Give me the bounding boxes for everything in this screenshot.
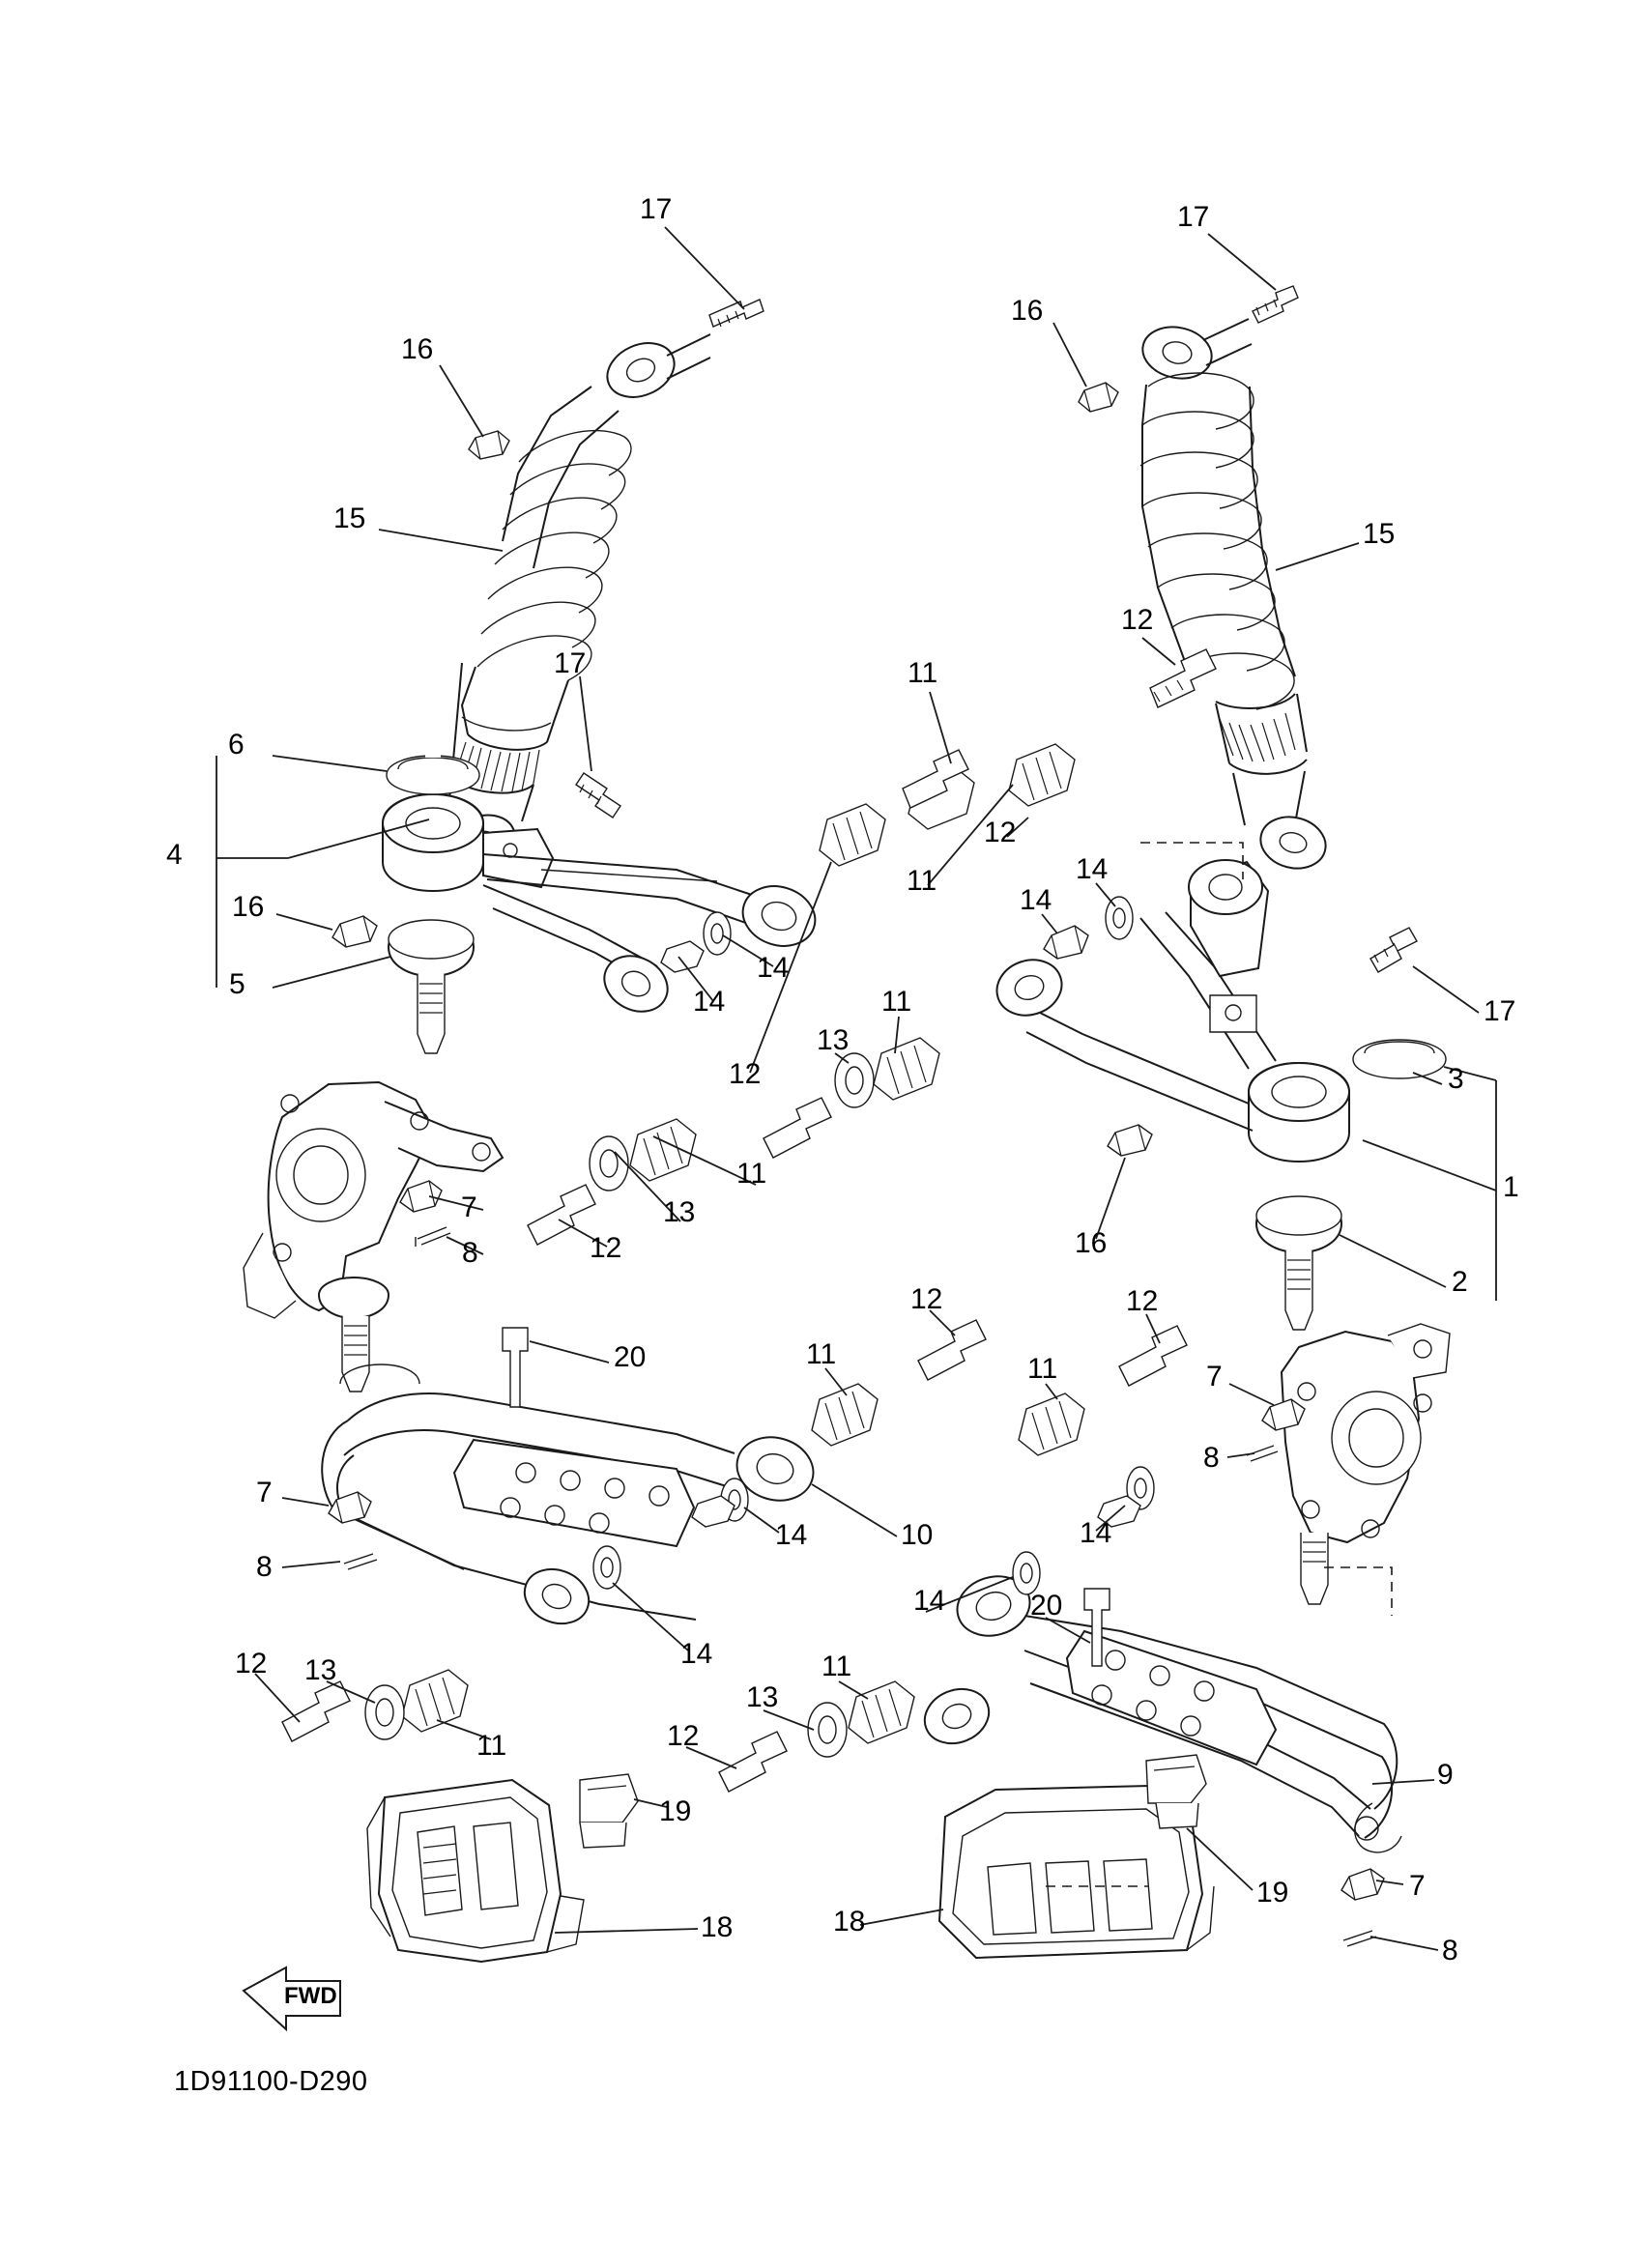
callout-number: 8 (1203, 1442, 1220, 1474)
upper-arm-right (990, 843, 1446, 1330)
callout-number: 12 (235, 1648, 268, 1679)
callout-number: 14 (913, 1585, 946, 1617)
callout-number: 15 (333, 502, 366, 534)
callout-number: 14 (680, 1638, 713, 1670)
callout-number: 8 (256, 1551, 273, 1583)
callout-number: 14 (775, 1519, 808, 1551)
callout-number: 7 (1409, 1870, 1426, 1902)
callout-number: 11 (476, 1730, 507, 1762)
shock-absorber-right (1079, 286, 1331, 875)
callout-number: 13 (304, 1654, 337, 1686)
callout-number: 8 (462, 1237, 478, 1269)
callout-number: 4 (166, 839, 183, 871)
callout-number: 2 (1452, 1266, 1468, 1298)
callout-number: 17 (554, 647, 587, 679)
callout-number: 16 (1011, 295, 1044, 327)
callout-number: 12 (729, 1058, 762, 1090)
callout-number: 11 (907, 865, 937, 897)
callout-number: 14 (1076, 853, 1109, 885)
callout-number: 13 (817, 1024, 850, 1056)
callout-number: 12 (590, 1232, 622, 1264)
callout-number: 14 (757, 952, 790, 984)
callout-number: 5 (229, 968, 245, 1000)
callout-number: 1 (1503, 1171, 1519, 1203)
callout-number: 19 (1256, 1877, 1289, 1909)
callout-number: 12 (984, 817, 1017, 848)
callout-number: 18 (701, 1911, 734, 1943)
callout-number: 11 (806, 1338, 837, 1370)
callout-number: 10 (901, 1519, 934, 1551)
callout-number: 16 (232, 891, 265, 923)
callout-number: 17 (1484, 995, 1516, 1027)
callout-number: 11 (908, 657, 938, 689)
callout-number: 14 (693, 986, 726, 1018)
callout-number: 12 (1126, 1285, 1159, 1317)
callout-number: 3 (1448, 1063, 1464, 1095)
callout-number: 19 (659, 1795, 692, 1827)
upper-arm-left (332, 756, 822, 1053)
callout-number: 6 (228, 729, 245, 761)
callout-number: 7 (256, 1477, 273, 1508)
callout-number: 16 (1075, 1227, 1108, 1259)
callout-number: 13 (746, 1681, 779, 1713)
callout-number: 12 (1121, 604, 1154, 636)
skid-plate-right (939, 1755, 1214, 1958)
callout-number: 11 (736, 1158, 767, 1190)
callout-number: 11 (822, 1651, 852, 1682)
skid-plate-left (367, 1774, 638, 1962)
callout-number: 14 (1080, 1517, 1112, 1549)
lower-arm-left (322, 1328, 821, 1633)
callout-number: 9 (1437, 1759, 1454, 1791)
callout-number: 12 (910, 1283, 943, 1315)
diagram-code: 1D91100-D290 (174, 2066, 368, 2097)
callout-number: 15 (1363, 518, 1396, 550)
callout-number: 16 (401, 333, 434, 365)
callout-number: 11 (1027, 1353, 1058, 1385)
callout-number: 14 (1020, 884, 1052, 916)
callout-number: 17 (640, 193, 673, 225)
callout-number: 20 (614, 1341, 647, 1373)
steering-knuckle-right (1247, 1324, 1450, 1604)
callout-number: 20 (1030, 1590, 1063, 1622)
callout-number: 8 (1442, 1935, 1458, 1967)
callout-number: 18 (833, 1906, 866, 1938)
fwd-label: FWD (284, 1983, 337, 2009)
callout-number: 12 (667, 1720, 700, 1752)
callout-number: 17 (1177, 201, 1210, 233)
callout-number: 11 (881, 986, 912, 1018)
callout-number: 7 (1206, 1361, 1223, 1392)
callout-number: 7 (461, 1191, 477, 1223)
callout-number: 13 (663, 1196, 696, 1228)
